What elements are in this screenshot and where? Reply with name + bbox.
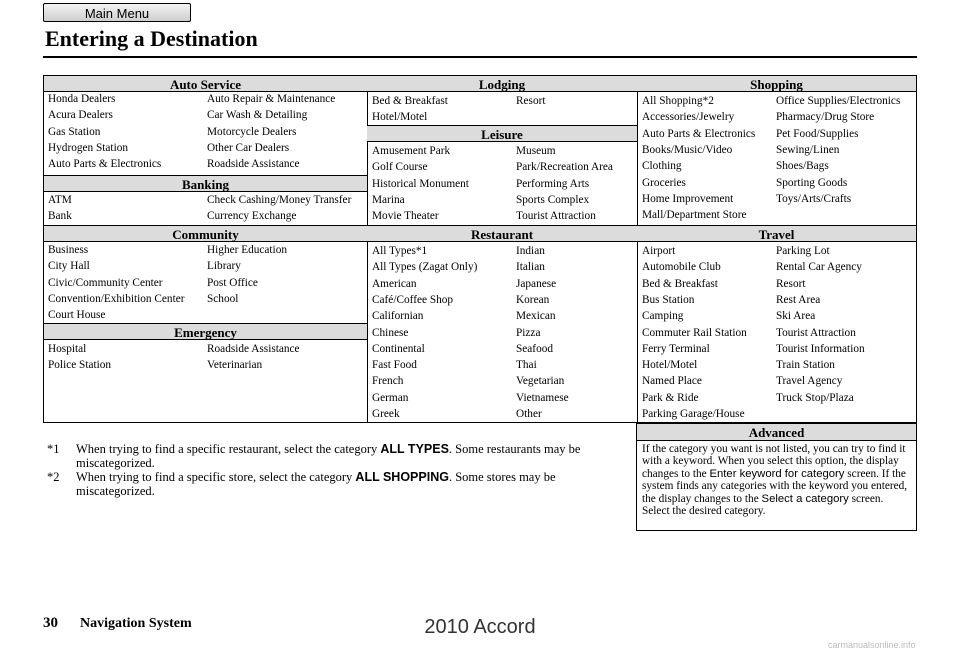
category-item: Tourist Attraction	[516, 210, 596, 223]
category-item: Business	[48, 244, 89, 256]
footnote-marker: *1	[47, 442, 60, 456]
category-item: Check Cashing/Money Transfer	[207, 194, 352, 206]
category-item: Parking Lot	[776, 245, 830, 257]
category-item: Other Car Dealers	[207, 141, 290, 154]
category-item: Motorcycle Dealers	[207, 125, 297, 138]
section-header-leisure: Leisure	[367, 125, 637, 142]
footnote-text: When trying to find a specific store, select the category	[76, 470, 356, 484]
category-item: Tourist Information	[776, 342, 865, 355]
category-item: Groceries	[642, 176, 686, 189]
footnote-marker: *2	[47, 470, 60, 484]
category-item: Vietnamese	[516, 391, 569, 404]
category-item: Acura Dealers	[48, 109, 113, 122]
category-item: Chinese	[372, 326, 409, 339]
category-item: Bank	[48, 210, 72, 223]
category-item: Veterinarian	[207, 359, 263, 372]
category-item: Auto Parts & Electronics	[642, 127, 756, 140]
category-item: Police Station	[48, 359, 112, 372]
category-item: Resort	[516, 95, 546, 107]
category-item: Truck Stop/Plaza	[776, 391, 854, 404]
advanced-text-1: If the category you want is not listed, you can try to find it with a keyword. When you select this option, the display changes to the	[642, 443, 906, 480]
category-item: Seafood	[516, 342, 554, 355]
category-item: Mexican	[516, 310, 556, 323]
advanced-text-2: screen. If the system finds any categories with the keyword you entered, the display changes to the	[642, 467, 908, 505]
section-header-lodging: Lodging	[367, 75, 637, 92]
section-header-emergency: Emergency	[44, 323, 367, 340]
category-item: Car Wash & Detailing	[207, 109, 308, 122]
category-item: Automobile Club	[642, 261, 721, 274]
section-header-banking: Banking	[44, 175, 367, 192]
category-item: Civic/Community Center	[48, 276, 163, 289]
column-divider	[637, 76, 638, 422]
category-item: Sports Complex	[516, 193, 590, 206]
category-item: Greek	[372, 408, 400, 420]
category-item: Higher Education	[207, 244, 287, 256]
category-item: Travel Agency	[776, 375, 843, 388]
category-item: Tourist Attraction	[776, 326, 856, 339]
category-item: Train Station	[776, 359, 835, 372]
footer-system-name: Navigation System	[80, 616, 192, 631]
advanced-text-3: screen. Select the desired category.	[642, 492, 884, 518]
category-item: Named Place	[642, 375, 702, 388]
category-item: Library	[207, 260, 241, 273]
category-item: German	[372, 391, 409, 404]
footnote-keyword: ALL TYPES	[380, 442, 449, 456]
category-item: All Types*1	[372, 245, 428, 257]
section-header-restaurant: Restaurant	[367, 225, 637, 242]
category-item: Historical Monument	[372, 177, 469, 190]
category-item: Italian	[516, 261, 545, 274]
category-item: Bed & Breakfast	[642, 277, 718, 290]
category-item: Other	[516, 408, 542, 420]
category-item: Accessories/Jewelry	[642, 111, 735, 124]
category-item: Roadside Assistance	[207, 158, 300, 171]
category-item: Roadside Assistance	[207, 343, 300, 355]
category-item: Marina	[372, 193, 405, 206]
category-item: City Hall	[48, 260, 90, 273]
advanced-description	[642, 443, 912, 517]
category-item: School	[207, 292, 239, 305]
category-item: Hydrogen Station	[48, 141, 129, 154]
category-item: Vegetarian	[516, 375, 565, 388]
page-number: 30	[43, 615, 58, 631]
category-item: Pet Food/Supplies	[776, 127, 859, 140]
category-item: American	[372, 277, 417, 290]
advanced-keyword-1: Enter keyword for category	[709, 467, 845, 480]
category-item: Rest Area	[776, 293, 821, 306]
category-item: Japanese	[516, 277, 557, 290]
category-item: Convention/Exhibition Center	[48, 292, 185, 305]
category-item: Toys/Arts/Crafts	[776, 192, 852, 205]
category-item: Camping	[642, 310, 684, 323]
category-item: Hotel/Motel	[372, 111, 428, 124]
category-item: All Types (Zagat Only)	[372, 261, 478, 274]
category-item: Sporting Goods	[776, 176, 848, 189]
category-item: Californian	[372, 310, 424, 323]
category-item: Café/Coffee Shop	[372, 293, 454, 306]
category-item: ATM	[48, 194, 72, 206]
title-divider	[43, 56, 917, 58]
category-item: Hospital	[48, 343, 87, 355]
category-item: Indian	[516, 245, 545, 257]
category-item: Bed & Breakfast	[372, 95, 448, 107]
category-item: Currency Exchange	[207, 210, 297, 223]
category-item: Books/Music/Video	[642, 143, 733, 156]
category-item: Sewing/Linen	[776, 143, 840, 156]
section-header-shopping: Shopping	[637, 75, 916, 92]
category-item: Golf Course	[372, 161, 428, 174]
section-header-auto-service: Auto Service	[44, 75, 367, 92]
category-item: Court House	[48, 309, 106, 322]
site-watermark: carmanualsonline.info	[828, 640, 916, 650]
category-item: Pharmacy/Drug Store	[776, 111, 875, 124]
category-item: Shoes/Bags	[776, 160, 829, 173]
category-item: Movie Theater	[372, 210, 439, 223]
category-item: Performing Arts	[516, 177, 590, 190]
category-item: Post Office	[207, 276, 258, 289]
category-item: Home Improvement	[642, 192, 734, 205]
section-header-community: Community	[44, 225, 367, 242]
advanced-keyword-2: Select a category	[761, 492, 849, 505]
category-item: Rental Car Agency	[776, 261, 862, 274]
category-item: Auto Repair & Maintenance	[207, 93, 336, 105]
watermark: 2010 Accord	[424, 616, 536, 638]
category-item: French	[372, 375, 404, 388]
section-header-travel: Travel	[637, 225, 916, 242]
category-item: Parking Garage/House	[642, 408, 745, 420]
category-item: Hotel/Motel	[642, 359, 698, 372]
category-item: Auto Parts & Electronics	[48, 158, 162, 171]
category-item: Ski Area	[776, 310, 816, 323]
category-item: Honda Dealers	[48, 93, 116, 105]
category-item: Bus Station	[642, 293, 695, 306]
footnote-1	[47, 442, 629, 470]
category-item: Museum	[516, 145, 556, 157]
category-item: Office Supplies/Electronics	[776, 95, 901, 107]
main-menu-button[interactable]: Main Menu	[43, 3, 191, 22]
category-item: Amusement Park	[372, 145, 451, 157]
category-item: Ferry Terminal	[642, 342, 710, 355]
category-item: Gas Station	[48, 125, 101, 138]
footnote-2	[47, 470, 629, 498]
footnote-keyword: ALL SHOPPING	[355, 470, 449, 484]
category-item: Fast Food	[372, 359, 417, 372]
category-item: Mall/Department Store	[642, 209, 747, 222]
page-title: Entering a Destination	[45, 26, 258, 51]
category-item: Park/Recreation Area	[516, 161, 613, 174]
category-item: Park & Ride	[642, 391, 699, 404]
category-item: Thai	[516, 359, 537, 372]
category-item: Resort	[776, 277, 806, 290]
category-item: Continental	[372, 342, 425, 355]
category-item: Commuter Rail Station	[642, 326, 747, 339]
footnote-text: . Some restaurants may be miscategorized.	[76, 442, 581, 470]
category-item: Clothing	[642, 160, 682, 173]
category-item: Korean	[516, 293, 550, 306]
category-item: Airport	[642, 245, 676, 257]
category-item: Pizza	[516, 326, 541, 339]
footnote-text: When trying to find a specific restaurant, select the category	[76, 442, 381, 456]
section-header-advanced: Advanced	[637, 424, 916, 441]
category-item: All Shopping*2	[642, 95, 714, 107]
footnote-text: . Some stores may be miscategorized.	[76, 470, 556, 498]
